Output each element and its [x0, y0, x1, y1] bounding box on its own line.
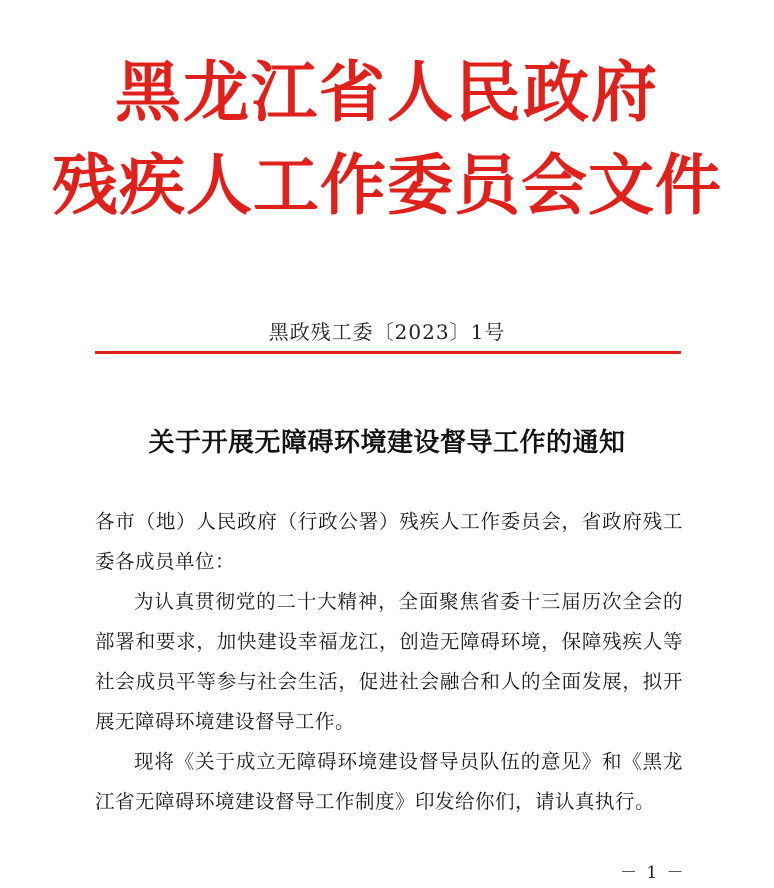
- page-number: － 1 －: [620, 863, 686, 883]
- addressee: 各市（地）人民政府（行政公署）残疾人工作委员会，省政府残工委各成员单位：: [95, 510, 683, 573]
- body-paragraph-2: 现将《关于成立无障碍环境建设督导员队伍的意见》和《黑龙江省无障碍环境建设督导工作制度》印发给你们，请认真执行。: [95, 750, 683, 813]
- body-paragraph-1: 为认真贯彻党的二十大精神，全面聚焦省委十三届历次全会的部署和要求，加快建设幸福龙江，创造无障碍环境，保障残疾人等社会成员平等参与社会生活，促进社会融合和人的全面发展，拟开展无障碍环境建设督导工作。: [95, 590, 683, 733]
- red-divider-line: [95, 351, 681, 354]
- issuer-header-line-2: 残疾人工作委员会文件: [52, 146, 722, 224]
- document-number: 黑政残工委〔2023〕1号: [268, 320, 506, 344]
- document-title: 关于开展无障碍环境建设督导工作的通知: [148, 428, 626, 458]
- issuer-header-line-1: 黑龙江省人民政府: [115, 53, 659, 131]
